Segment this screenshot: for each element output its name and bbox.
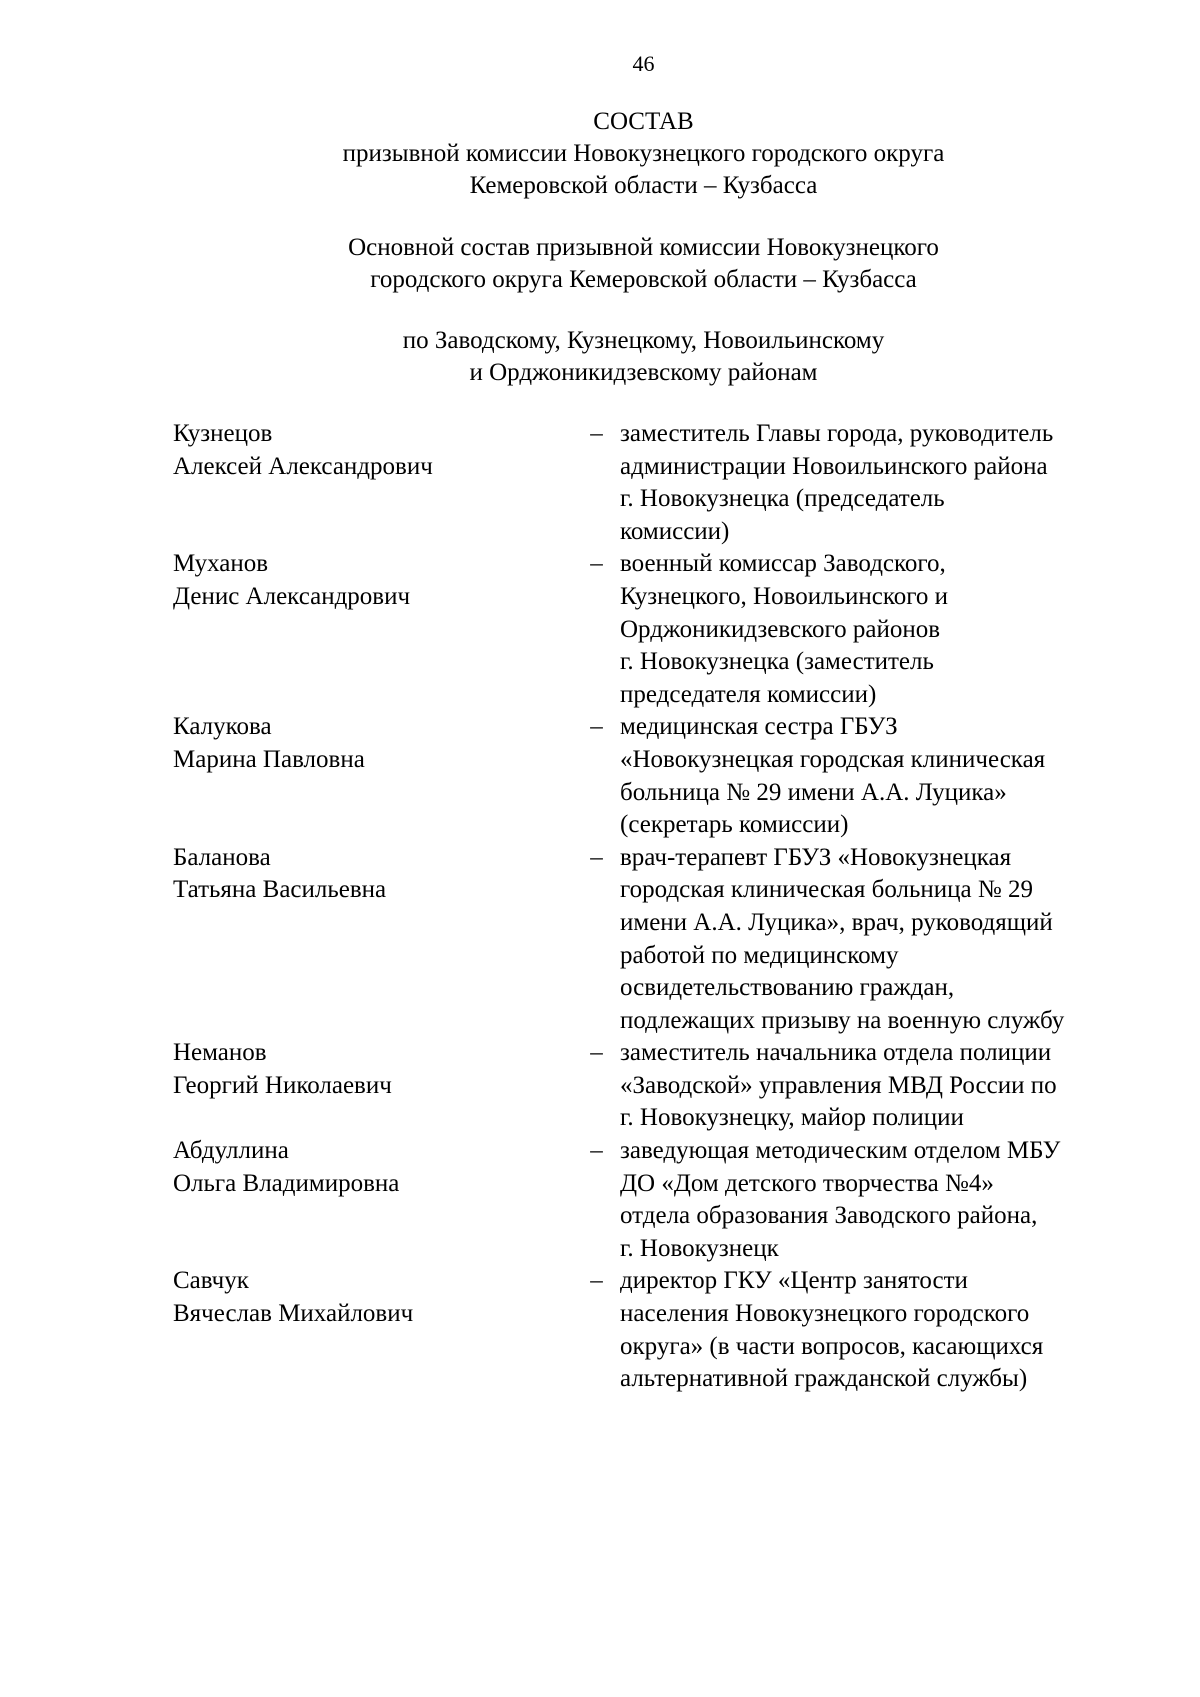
member-name xyxy=(173,418,573,548)
role-line: населения Новокузнецкого городского xyxy=(620,1300,1030,1328)
role-line: г. Новокузнецка (заместитель xyxy=(620,648,934,676)
dash-separator: – xyxy=(590,843,603,871)
role-line: (секретарь комиссии) xyxy=(620,811,849,839)
role-line: городская клиническая больница № 29 xyxy=(620,876,1033,904)
member-role xyxy=(620,1135,1140,1265)
member-name xyxy=(173,1265,573,1395)
member-row xyxy=(173,1135,1143,1265)
role-line: отдела образования Заводского района, xyxy=(620,1202,1038,1230)
dash-separator: – xyxy=(590,1137,603,1165)
role-line: г. Новокузнецку, майор полиции xyxy=(620,1104,964,1132)
role-line: г. Новокузнецка (председатель xyxy=(620,485,945,513)
title-line: СОСТАВ xyxy=(593,108,694,135)
subtitle-line: призывной комиссии Новокузнецкого городского округа xyxy=(342,140,945,167)
role-line: «Новокузнецкая городская клиническая xyxy=(620,745,1046,773)
member-role xyxy=(620,548,1140,711)
role-line: председателя комиссии) xyxy=(620,680,877,708)
dash-separator: – xyxy=(590,713,603,741)
member-surname: Абдуллина xyxy=(173,1137,289,1165)
member-surname: Савчук xyxy=(173,1267,249,1295)
role-line: военный комиссар Заводского, xyxy=(620,550,946,578)
member-name xyxy=(173,1037,573,1135)
member-name xyxy=(173,548,573,711)
member-name xyxy=(173,1135,573,1265)
subtitle-line: Кемеровской области – Кузбасса xyxy=(469,172,818,199)
member-row xyxy=(173,711,1143,841)
page-number: 46 xyxy=(632,51,655,76)
role-line: «Заводской» управления МВД России по xyxy=(620,1071,1057,1099)
dash-separator: – xyxy=(590,550,603,578)
dash-separator: – xyxy=(590,420,603,447)
dash-separator: – xyxy=(590,1267,603,1295)
role-line: Орджоникидзевского районов xyxy=(620,615,941,643)
role-line: директор ГКУ «Центр занятости xyxy=(620,1267,968,1295)
role-line: врач-терапевт ГБУЗ «Новокузнецкая xyxy=(620,843,1012,871)
member-surname: Калукова xyxy=(173,713,272,741)
role-line: работой по медицинскому xyxy=(620,941,899,969)
role-line: заместитель начальника отдела полиции xyxy=(620,1039,1052,1067)
member-given-names: Вячеслав Михайлович xyxy=(173,1300,414,1328)
member-given-names: Татьяна Васильевна xyxy=(173,876,387,904)
member-row xyxy=(173,842,1143,1038)
role-line: медицинская сестра ГБУЗ xyxy=(620,713,898,741)
member-row xyxy=(173,1037,1143,1135)
role-line: администрации Новоильинского района xyxy=(620,452,1048,480)
role-line: освидетельствованию граждан, xyxy=(620,974,955,1002)
document-subtitle xyxy=(0,138,1200,202)
member-surname: Баланова xyxy=(173,843,271,871)
member-given-names: Денис Александрович xyxy=(173,582,411,610)
member-role xyxy=(620,1037,1140,1135)
role-line: ДО «Дом детского творчества №4» xyxy=(620,1169,994,1197)
member-row xyxy=(173,548,1143,711)
member-name xyxy=(173,711,573,841)
district-line: по Заводскому, Кузнецкому, Новоильинскому xyxy=(402,327,885,354)
member-given-names: Алексей Александрович xyxy=(173,452,433,480)
member-row xyxy=(173,1265,1143,1395)
member-surname: Неманов xyxy=(173,1039,267,1067)
member-given-names: Ольга Владимировна xyxy=(173,1169,400,1197)
district-heading xyxy=(0,325,1200,389)
role-line: больница № 29 имени А.А. Луцика» xyxy=(620,778,1007,806)
member-role xyxy=(620,711,1140,841)
member-surname: Муханов xyxy=(173,550,269,578)
section-heading xyxy=(0,232,1200,296)
district-line: и Орджоникидзевскому районам xyxy=(469,359,818,386)
member-list xyxy=(173,418,1143,1396)
member-row xyxy=(173,418,1143,548)
member-name xyxy=(173,842,573,1038)
role-line: имени А.А. Луцика», врач, руководящий xyxy=(620,908,1053,936)
role-line: комиссии) xyxy=(620,517,730,545)
member-role xyxy=(620,1265,1140,1395)
role-line: альтернативной гражданской службы) xyxy=(620,1365,1028,1393)
role-line: г. Новокузнецк xyxy=(620,1234,779,1262)
role-line: заместитель Главы города, руководитель xyxy=(620,420,1054,447)
dash-separator: – xyxy=(590,1039,603,1067)
role-line: Кузнецкого, Новоильинского и xyxy=(620,582,948,610)
role-line: округа» (в части вопросов, касающихся xyxy=(620,1332,1044,1360)
document-title xyxy=(0,106,1200,138)
role-line: заведующая методическим отделом МБУ xyxy=(620,1137,1061,1165)
section-line: городского округа Кемеровской области – Кузбасса xyxy=(370,266,917,293)
member-given-names: Георгий Николаевич xyxy=(173,1071,392,1099)
member-role xyxy=(620,842,1140,1038)
member-given-names: Марина Павловна xyxy=(173,745,365,773)
member-role xyxy=(620,418,1140,548)
section-line: Основной состав призывной комиссии Новокузнецкого xyxy=(348,234,939,261)
member-surname: Кузнецов xyxy=(173,420,273,447)
role-line: подлежащих призыву на военную службу xyxy=(620,1006,1065,1034)
